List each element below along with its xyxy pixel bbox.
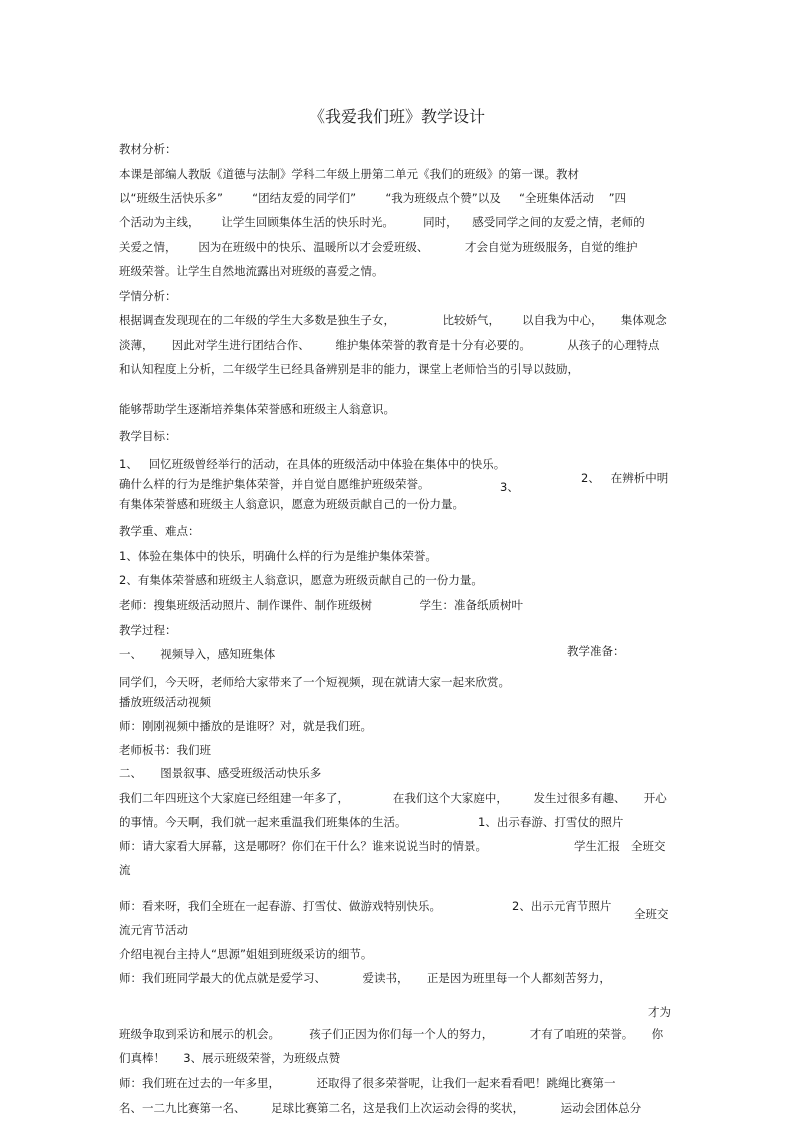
section-heading: 教学过程： <box>119 623 177 637</box>
text-line: 2、出示元宵节照片 <box>512 899 612 913</box>
text-line: 教材分析： <box>119 142 177 156</box>
text-line: 1、出示春游、打雪仗的照片 <box>478 815 624 829</box>
text-line: 一、 视频导入，感知班集体 <box>119 647 276 661</box>
text-line: 1、体验在集体中的快乐，明确什么样的行为是维护集体荣誉。 <box>119 549 437 563</box>
text-line: 同学们，今天呀，老师给大家带来了一个短视频，现在就请大家一起来欣赏。 <box>119 675 510 689</box>
text-line: 学生汇报 全班交 <box>574 839 666 853</box>
text-line: 师：看来呀，我们全班在一起春游、打雪仗、做游戏特别快乐。 <box>119 899 441 913</box>
section-heading: 学情分析： <box>119 289 177 303</box>
text-line: 名、一二九比赛第一名、 足球比赛第二名，这是我们上次运动会得的奖状， 运动会团体总分 <box>119 1101 642 1115</box>
text-line: 们真棒！ 3、展示班级荣誉，为班级点赞 <box>119 1051 341 1065</box>
text-line: 我们二年四班这个大家庭已经组建一年多了， 在我们这个大家庭中， 发生过很多有趣、 开心 <box>119 791 667 805</box>
text-line: 1、 回忆班级曾经举行的活动，在具体的班级活动中体验在集体中的快乐。 <box>119 457 506 471</box>
text-line: 个活动为主线， 让学生回顾集体生活的快乐时光。 同时， 感受同学之间的友爱之情，老师的 <box>119 215 645 229</box>
text-line: 师：请大家看大屏幕，这是哪呀？你们在干什么？谁来说说当时的情景。 <box>119 839 487 853</box>
text-line: 2、 在辨析中明 <box>581 471 669 485</box>
text-line: 有集体荣誉感和班级主人翁意识，愿意为班级贡献自己的一份力量。 <box>119 497 464 511</box>
text-line: 和认知程度上分析，二年级学生已经具备辨别是非的能力，课堂上老师恰当的引导以鼓励， <box>119 362 579 376</box>
section-heading: 教学目标： <box>119 429 177 443</box>
document-title: 《我爱我们班》教学设计 <box>308 107 485 126</box>
text-line: 流元宵节活动 <box>119 923 188 937</box>
text-line: 老师板书：我们班 <box>119 743 211 757</box>
text-line: 介绍电视台主持人“思源”姐姐到班级采访的细节。 <box>119 947 373 961</box>
text-line: 3、 <box>500 480 519 494</box>
text-line: 师：我们班同学最大的优点就是爱学习、 爱读书， 正是因为班里每一个人都刻苦努力， <box>119 971 611 985</box>
text-line: 才为 <box>648 1005 671 1019</box>
text-line: 的事情。今天啊，我们就一起来重温我们班集体的生活。 <box>119 815 407 829</box>
text-line: 师：刚刚视频中播放的是谁呀？对，就是我们班。 <box>119 719 372 733</box>
text-line: 关爱之情， 因为在班级中的快乐、温暖所以才会爱班级、 才会自觉为班级服务，自觉的维护 <box>119 240 638 254</box>
text-line: 本课是部编人教版《道德与法制》学科二年级上册第二单元《我们的班级》的第一课。教材 <box>119 167 579 181</box>
text-line: 根据调查发现现在的二年级的学生大多数是独生子女， 比较娇气， 以自我为中心， 集体观念 <box>119 313 667 327</box>
text-line: 班级荣誉。让学生自然地流露出对班级的喜爱之情。 <box>119 264 384 278</box>
text-line: 2、有集体荣誉感和班级主人翁意识，愿意为班级贡献自己的一份力量。 <box>119 573 483 587</box>
text-line: 播放班级活动视频 <box>119 695 211 709</box>
text-line: 以“班级生活快乐多” “团结友爱的同学们” “我为班级点个赞”以及 “全班集体活动 ”四 <box>119 191 627 205</box>
text-line: 师：我们班在过去的一年多里， 还取得了很多荣誉呢，让我们一起来看看吧！跳绳比赛第一 <box>119 1076 616 1090</box>
text-line: 确什么样的行为是维护集体荣誉，并自觉自愿维护班级荣誉。 <box>119 477 430 491</box>
text-line: 老师：搜集班级活动照片、制作课件、制作班级树 学生：准备纸质树叶 <box>119 598 524 612</box>
text-line: 全班交 <box>634 907 669 921</box>
text-line: 淡薄， 因此对学生进行团结合作、 维护集体荣誉的教育是十分有必要的。 从孩子的心理特点 <box>119 338 660 352</box>
text-line: 二、 图景叙事、感受班级活动快乐多 <box>119 766 322 780</box>
text-line: 能够帮助学生逐渐培养集体荣誉感和班级主人翁意识。 <box>119 402 395 416</box>
section-heading: 教学重、难点： <box>119 524 200 538</box>
text-line: 流 <box>119 863 131 877</box>
text-line: 班级争取到采访和展示的机会。 孩子们正因为你们每一个人的努力， 才有了咱班的荣誉。 你 <box>119 1027 664 1041</box>
section-heading: 教学准备： <box>567 644 625 658</box>
